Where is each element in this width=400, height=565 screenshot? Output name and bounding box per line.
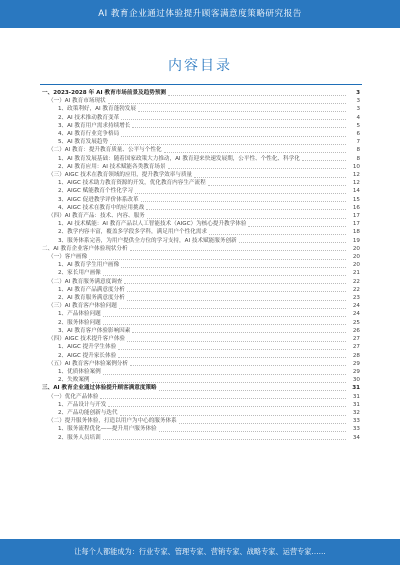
toc-page-number: 20: [352, 262, 360, 269]
toc-page-number: 8: [356, 155, 360, 162]
toc-entry-text: 1、服务流程优化——提升用户服务体验: [58, 426, 157, 433]
toc-entry[interactable]: [42, 360, 360, 368]
toc-page-number: 26: [352, 327, 360, 334]
toc-leader-dots: [248, 222, 346, 227]
toc-entry[interactable]: [42, 327, 360, 335]
toc-page-number: 23: [352, 295, 360, 302]
toc-entry[interactable]: [42, 384, 360, 392]
toc-leader-dots: [92, 378, 346, 383]
toc-page-number: 3: [356, 90, 360, 96]
toc-page-number: 31: [352, 385, 360, 392]
toc-entry[interactable]: [42, 294, 360, 302]
toc-entry[interactable]: [42, 253, 360, 261]
toc-entry-text: 1、AI 教育发展基础：随着国家政策大力推动，AI 教育迎来快速发展期，公平性、个性化、科学化: [58, 155, 300, 162]
toc-entry[interactable]: [42, 310, 360, 318]
toc-entry[interactable]: [42, 352, 360, 360]
toc-page-number: 10: [352, 163, 360, 170]
toc-leader-dots: [146, 205, 346, 210]
toc-entry-text: 2、产品功能创新与迭代: [58, 409, 118, 416]
toc-leader-dots: [239, 238, 346, 243]
toc-page-number: 27: [352, 336, 360, 343]
toc-entry-text: 1、AI 技术赋能：AI 教育产品以人工智能技术（AIGC）为核心提升教学体验: [58, 221, 247, 228]
toc-entry-text: 1、AIGC 技术助力教育资源的开发，优化教育内容生产流程: [58, 180, 206, 187]
toc-page-number: 21: [352, 270, 360, 277]
toc-page-number: 32: [352, 409, 360, 416]
table-of-contents: [42, 89, 360, 442]
toc-entry-text: 1、AI 教育产品满意度分析: [58, 286, 125, 293]
toc-leader-dots: [121, 132, 346, 137]
toc-page-number: 24: [352, 311, 360, 318]
toc-page-number: 25: [352, 319, 360, 326]
toc-entry[interactable]: [42, 335, 360, 343]
toc-heading: 内容目录: [168, 58, 232, 74]
toc-page-number: 20: [352, 254, 360, 261]
toc-page-number: 19: [352, 237, 360, 244]
toc-entry-text: 2、AI 教育应用：AI 技术赋能各类教育场景: [58, 163, 166, 170]
toc-entry[interactable]: [42, 196, 360, 204]
toc-leader-dots: [110, 140, 346, 145]
toc-entry-text: （三）AI 教育客户体验问题: [48, 303, 117, 310]
toc-entry-text: 2、AI 技术推动教育变革: [58, 114, 120, 121]
toc-entry[interactable]: [42, 302, 360, 310]
toc-leader-dots: [108, 402, 346, 407]
toc-leader-dots: [103, 320, 346, 325]
toc-page-number: 18: [352, 229, 360, 236]
toc-entry[interactable]: [42, 269, 360, 277]
toc-leader-dots: [168, 164, 346, 169]
toc-entry[interactable]: [42, 105, 360, 113]
toc-leader-dots: [132, 123, 346, 128]
toc-leader-dots: [89, 255, 346, 260]
toc-page-number: 3: [356, 98, 360, 105]
toc-page-number: 30: [352, 377, 360, 384]
toc-entry[interactable]: [42, 146, 360, 154]
toc-page-number: 15: [352, 196, 360, 203]
toc-page-number: 31: [352, 393, 360, 400]
toc-entry[interactable]: [42, 409, 360, 417]
toc-page-number: 29: [352, 360, 360, 367]
toc-entry-text: 4、AIGC 技术在教育中的应用挑战: [58, 204, 145, 211]
toc-entry-text: 4、AI 教育行业竞争格局: [58, 131, 120, 138]
toc-entry[interactable]: [42, 138, 360, 146]
toc-entry[interactable]: [42, 376, 360, 384]
toc-leader-dots: [100, 394, 346, 399]
toc-page-number: 29: [352, 368, 360, 375]
toc-entry[interactable]: [42, 220, 360, 228]
toc-entry-text: （二）AI 教育：提升教育质量、公平与个性化: [48, 147, 162, 154]
toc-page-number: 8: [356, 147, 360, 154]
toc-page-number: 33: [352, 418, 360, 425]
toc-entry[interactable]: [42, 417, 360, 425]
toc-entry-text: 2、家长用户画像: [58, 270, 101, 277]
toc-page-number: 14: [352, 188, 360, 195]
toc-entry-text: 1、优质体验案例: [58, 368, 101, 375]
toc-entry-text: 1、产品体验问题: [58, 311, 101, 318]
toc-leader-dots: [179, 419, 346, 424]
toc-entry[interactable]: [42, 245, 360, 253]
toc-leader-dots: [103, 435, 346, 440]
toc-entry-text: （四）AIGC 技术提升客户体验: [48, 336, 126, 343]
toc-leader-dots: [141, 197, 346, 202]
toc-leader-dots: [103, 312, 346, 317]
toc-leader-dots: [121, 263, 346, 268]
toc-page-number: 22: [352, 278, 360, 285]
toc-page-number: 5: [356, 122, 360, 129]
footer-slogan: 让每个人都能成为：行业专家、管理专家、营销专家、战略专家、运营专家……: [74, 547, 326, 556]
toc-entry[interactable]: [42, 114, 360, 122]
toc-entry[interactable]: [42, 261, 360, 269]
report-title: AI 教育企业通过体验提升顾客满意度策略研究报告: [98, 9, 302, 19]
toc-entry[interactable]: [42, 434, 360, 442]
toc-page-number: 7: [356, 139, 360, 146]
toc-entry-text: 3、服务体系完善，为用户提供全方位的学习支持，AI 技术赋能服务创新: [58, 237, 237, 244]
toc-leader-dots: [127, 287, 346, 292]
toc-entry-text: （一）客户画像: [48, 254, 88, 261]
toc-entry-text: 2、AI 教育服务满意度分析: [58, 295, 125, 302]
toc-page-number: 34: [352, 434, 360, 441]
toc-entry[interactable]: [42, 319, 360, 327]
toc-leader-dots: [127, 296, 346, 301]
toc-leader-dots: [130, 246, 346, 251]
toc-leader-dots: [302, 156, 346, 161]
toc-page-number: 33: [352, 426, 360, 433]
toc-entry[interactable]: [42, 171, 360, 179]
toc-entry[interactable]: [42, 155, 360, 163]
toc-entry[interactable]: [42, 212, 360, 220]
toc-entry-text: （五）AI 教育客户体验案例分析: [48, 360, 128, 367]
toc-entry-text: 3、AI 教育用户需求持续增长: [58, 122, 131, 129]
toc-leader-dots: [119, 304, 346, 309]
toc-entry-text: 5、AI 教育发展趋势: [58, 139, 108, 146]
toc-leader-dots: [118, 345, 346, 350]
toc-entry[interactable]: [42, 179, 360, 187]
toc-entry-text: 3、AI 教育客户体验影响因素: [58, 327, 131, 334]
toc-leader-dots: [209, 230, 346, 235]
toc-leader-dots: [124, 279, 346, 284]
toc-leader-dots: [108, 99, 346, 104]
toc-leader-dots: [168, 91, 346, 96]
toc-page-number: 22: [352, 286, 360, 293]
toc-entry-text: 2、教学内容丰富，覆盖多学段多学科，满足用户个性化需求: [58, 229, 207, 236]
toc-entry[interactable]: [42, 97, 360, 105]
toc-entry[interactable]: [42, 343, 360, 351]
toc-entry[interactable]: [42, 187, 360, 195]
toc-entry-text: （一）优化产品体验: [48, 393, 99, 400]
toc-entry-text: 1、AI 教育学生用户画像: [58, 262, 120, 269]
toc-divider: [40, 84, 362, 85]
toc-leader-dots: [159, 386, 346, 391]
toc-page-number: 16: [352, 204, 360, 211]
toc-page-number: 20: [352, 245, 360, 252]
toc-leader-dots: [164, 148, 346, 153]
toc-leader-dots: [103, 271, 346, 276]
toc-entry-text: （二）提升服务体验，打造以用户为中心的服务体系: [48, 418, 177, 425]
toc-entry-text: 2、失败案例: [58, 377, 90, 384]
toc-page-number: 17: [352, 213, 360, 220]
toc-entry[interactable]: [42, 89, 360, 97]
toc-leader-dots: [147, 214, 346, 219]
toc-page-number: 3: [356, 106, 360, 113]
toc-leader-dots: [208, 181, 346, 186]
toc-leader-dots: [118, 353, 346, 358]
toc-leader-dots: [132, 328, 346, 333]
toc-leader-dots: [130, 361, 346, 366]
toc-entry[interactable]: [42, 401, 360, 409]
toc-leader-dots: [138, 107, 346, 112]
toc-leader-dots: [194, 173, 346, 178]
toc-leader-dots: [159, 427, 346, 432]
toc-leader-dots: [135, 189, 346, 194]
toc-page-number: 31: [352, 401, 360, 408]
toc-entry-text: 3、AIGC 促进教学评价体系改革: [58, 196, 139, 203]
toc-page-number: 17: [352, 221, 360, 228]
toc-entry[interactable]: [42, 130, 360, 138]
toc-entry[interactable]: [42, 204, 360, 212]
toc-entry-text: 1、产品设计与开发: [58, 401, 107, 408]
toc-entry-text: （二）AI 教育服务满意度调查: [48, 278, 123, 285]
toc-entry[interactable]: [42, 237, 360, 245]
toc-entry-text: 二、AI 教育企业客户体验现状分析: [42, 245, 128, 252]
toc-page-number: 12: [352, 180, 360, 187]
toc-entry[interactable]: [42, 425, 360, 433]
toc-entry[interactable]: [42, 286, 360, 294]
toc-leader-dots: [103, 370, 346, 375]
toc-page-number: 27: [352, 344, 360, 351]
toc-leader-dots: [121, 115, 346, 120]
toc-entry-text: 2、服务人员培训: [58, 434, 101, 441]
toc-page-number: 28: [352, 352, 360, 359]
toc-entry-text: 一、2023-2028 年 AI 教育市场前景及趋势预测: [42, 90, 167, 96]
toc-entry[interactable]: [42, 122, 360, 130]
toc-entry-text: （三）AIGC 技术在教育领域的应用，提升教学效率与质量: [48, 172, 193, 179]
toc-entry-text: （四）AI 教育产品：技术、内容、服务: [48, 213, 145, 220]
toc-leader-dots: [120, 411, 347, 416]
toc-entry-text: 2、AIGC 提升家长体验: [58, 352, 117, 359]
toc-page-number: 12: [352, 172, 360, 179]
toc-page-number: 24: [352, 303, 360, 310]
toc-page-number: 4: [356, 114, 360, 121]
toc-entry[interactable]: [42, 228, 360, 236]
toc-entry[interactable]: [42, 393, 360, 401]
toc-entry-text: 1、政策利好，AI 教育蓬勃发展: [58, 106, 136, 113]
toc-entry-text: 三、AI 教育企业通过体验提升顾客满意度策略: [42, 385, 157, 392]
toc-entry[interactable]: [42, 163, 360, 171]
toc-entry-text: 2、AIGC 赋能教育个性化学习: [58, 188, 133, 195]
toc-entry-text: 2、服务体验问题: [58, 319, 101, 326]
toc-entry-text: （一）AI 教育市场现状: [48, 98, 106, 105]
toc-entry-text: 1、AIGC 提升学生体验: [58, 344, 117, 351]
toc-entry[interactable]: [42, 278, 360, 286]
toc-leader-dots: [127, 337, 346, 342]
toc-entry[interactable]: [42, 368, 360, 376]
toc-page-number: 6: [356, 131, 360, 138]
